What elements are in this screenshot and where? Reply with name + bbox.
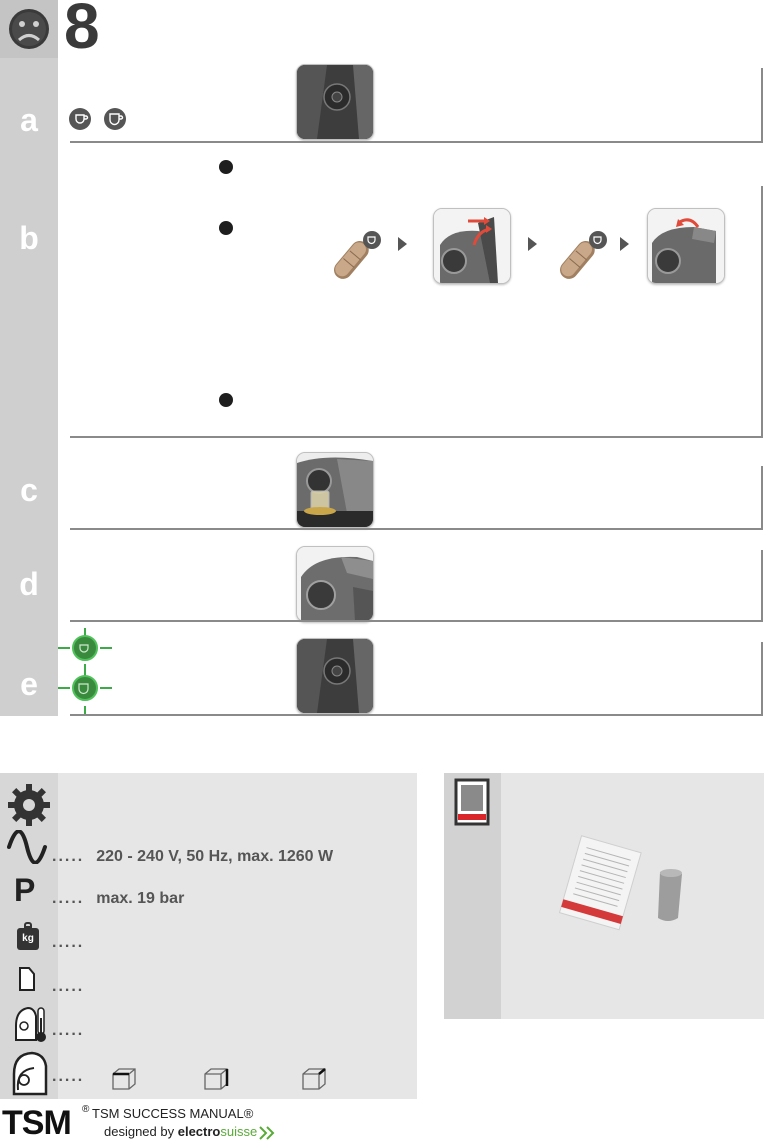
spec-row-capacity xyxy=(52,978,96,996)
registered-mark: ® xyxy=(82,1104,90,1115)
bullet-3 xyxy=(219,393,233,407)
footer-title: TSM SUCCESS MANUAL® xyxy=(92,1106,254,1121)
step-number: 8 xyxy=(64,0,98,62)
height-dimension-icon xyxy=(202,1066,230,1090)
weight-icon xyxy=(15,922,41,952)
double-chevron-icon xyxy=(258,1125,276,1139)
spec-row-weight xyxy=(52,934,96,952)
arrow-right-icon-1 xyxy=(398,237,407,251)
brand-light: suisse xyxy=(220,1124,258,1139)
spec-dots: ..... xyxy=(52,934,85,951)
depth-dimension-icon xyxy=(110,1066,138,1090)
sine-wave-icon xyxy=(6,830,48,864)
spec-dots: ..... xyxy=(52,848,85,865)
machine-button-photo-a xyxy=(296,64,374,140)
spec-row-temperature xyxy=(52,1022,96,1040)
finger-press-icon-2 xyxy=(552,226,612,286)
step-c-edge xyxy=(761,466,763,530)
arrow-right-icon-3 xyxy=(620,237,629,251)
power-value: 220 - 240 V, 50 Hz, max. 1260 W xyxy=(96,848,334,865)
spec-row-pressure xyxy=(52,890,184,908)
descaling-agent-photo xyxy=(548,830,698,942)
spec-row-power xyxy=(52,848,333,866)
arrow-right-icon-2 xyxy=(528,237,537,251)
lever-close-photo xyxy=(647,208,725,284)
step-e-edge xyxy=(761,642,763,716)
pressure-value: max. 19 bar xyxy=(96,890,185,907)
blinking-lights-icon xyxy=(58,628,112,714)
step-e-divider xyxy=(70,714,763,716)
footer-credit xyxy=(104,1124,257,1139)
temperature-icon xyxy=(12,1004,52,1044)
spec-dots: ..... xyxy=(52,890,85,907)
bullet-2 xyxy=(219,221,233,235)
bullet-1 xyxy=(219,160,233,174)
step-letter-b: b xyxy=(19,220,39,256)
width-dimension-icon xyxy=(300,1066,328,1090)
spec-dots: ..... xyxy=(52,1022,85,1039)
step-a-edge xyxy=(761,68,763,142)
step-letter-c: c xyxy=(20,472,38,508)
tsm-logo: TSM xyxy=(2,1104,71,1142)
spec-dots: ..... xyxy=(52,1068,85,1085)
step-letter-a: a xyxy=(20,102,38,138)
lever-open-photo xyxy=(433,208,511,284)
footer-prefix: designed by xyxy=(104,1124,178,1139)
espresso-cup-icon xyxy=(69,108,91,130)
step-b-divider xyxy=(70,436,763,438)
step-b-edge xyxy=(761,186,763,438)
lungo-cup-icon xyxy=(104,108,126,130)
pressure-icon: P xyxy=(14,872,36,908)
step-d-divider xyxy=(70,620,763,622)
sad-face-icon xyxy=(0,0,58,58)
gear-icon xyxy=(6,782,52,828)
spec-row-dimensions xyxy=(52,1068,96,1086)
step-c-divider xyxy=(70,528,763,530)
machine-icon xyxy=(8,1050,50,1096)
bottle-icon xyxy=(17,966,37,992)
step-letter-e: e xyxy=(20,666,38,702)
coffee-brewing-photo xyxy=(296,452,374,528)
weight-unit: kg xyxy=(17,928,39,950)
brand-bold: electro xyxy=(177,1124,221,1139)
step-letter-d: d xyxy=(19,566,39,602)
finger-press-icon-1 xyxy=(326,226,386,286)
step-a-divider xyxy=(70,141,763,143)
descaling-kit-icon xyxy=(452,776,492,828)
step-d-edge xyxy=(761,550,763,622)
machine-button-photo-e xyxy=(296,638,374,714)
machine-closed-photo xyxy=(296,546,374,622)
spec-dots: ..... xyxy=(52,978,85,995)
header-tab xyxy=(0,0,58,58)
